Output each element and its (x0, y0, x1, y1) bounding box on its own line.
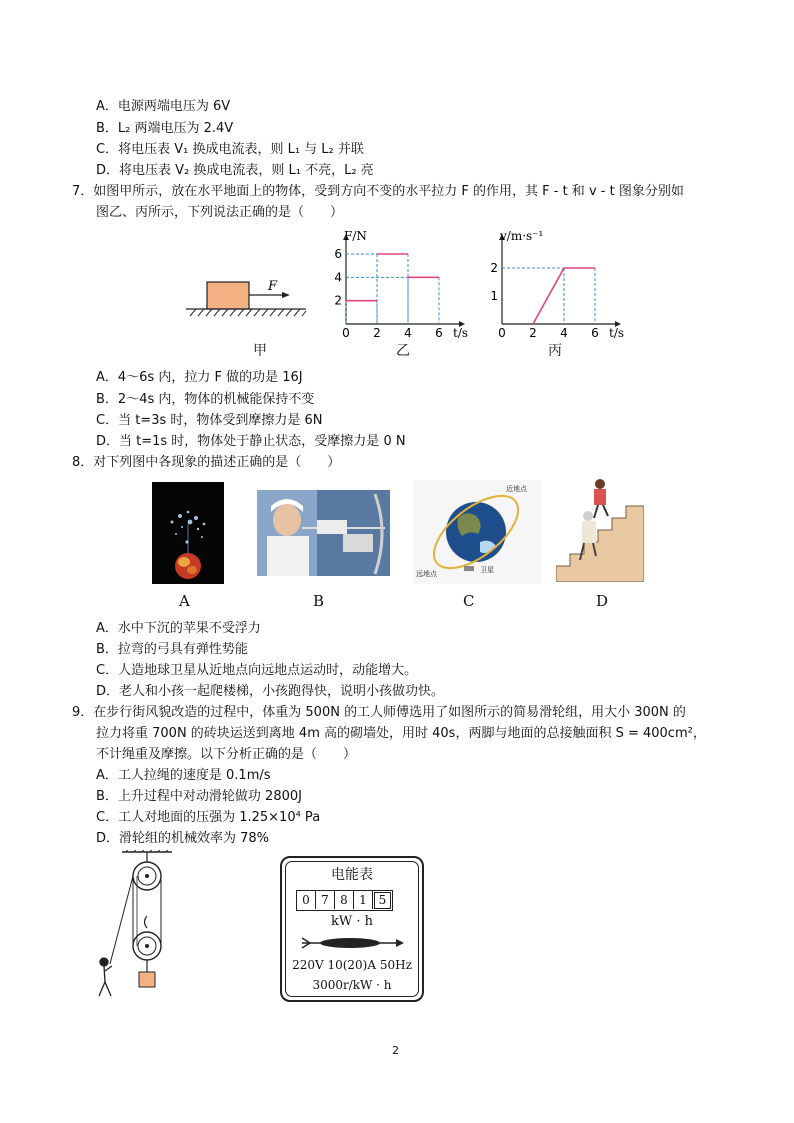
y-axis-label: F/N (344, 229, 367, 243)
meter-rotor-icon (300, 934, 406, 952)
fig-label-bing: 丙 (548, 343, 562, 359)
q6-option-b: B．L₂ 两端电压为 2.4V (96, 121, 234, 136)
force-label: F (268, 279, 278, 294)
archer-head (273, 504, 301, 536)
x-tick-label: 0 (342, 326, 350, 340)
svg-text:远地点: 远地点 (416, 570, 437, 578)
q6-option-c: C．将电压表 V₁ 换成电流表，则 L₁ 与 L₂ 并联 (96, 142, 364, 157)
meter-digit-decimal: 5 (374, 892, 391, 909)
x-tick-label: 6 (591, 326, 599, 340)
q9-option-a: A．工人拉绳的速度是 0.1m/s (96, 768, 271, 783)
q8-option-b: B．拉弯的弓具有弹性势能 (96, 642, 248, 657)
apple (175, 553, 201, 579)
q7-option-c: C．当 t=3s 时，物体受到摩擦力是 6N (96, 413, 323, 428)
q6-option-d: D．将电压表 V₂ 换成电流表，则 L₁ 不亮，L₂ 亮 (96, 163, 374, 178)
fig-label-yi: 乙 (396, 343, 410, 359)
q9-stem-line2: 拉力将重 700N 的砖块运送到离地 4m 高的砌墙处，用时 40s，两脚与地面的总接触面积 S = 400cm²， (96, 726, 706, 741)
satellite (464, 566, 474, 571)
brick-load (139, 972, 155, 987)
q9-option-b: B．上升过程中对动滑轮做功 2800J (96, 789, 302, 804)
y-axis-label: v/m·s⁻¹ (500, 229, 544, 243)
photo-stairs-climbing (556, 476, 644, 582)
meter-spec-constant: 3000r/kW · h (312, 978, 392, 992)
meter-unit: kW · h (330, 914, 373, 929)
q7-option-b: B．2～4s 内，物体的机械能保持不变 (96, 392, 315, 407)
x-tick-label: 4 (404, 326, 412, 340)
child-figure (594, 479, 608, 518)
q8-option-a: A．水中下沉的苹果不受浮力 (96, 621, 261, 636)
q9-stem-line1: 9．在步行街风貌改造的过程中，体重为 500N 的工人师傅选用了如图所示的简易滑轮组，用大小 300N 的 (72, 705, 686, 720)
vt-graph (486, 224, 646, 344)
q7-stem-line1: 7．如图甲所示，放在水平地面上的物体，受到方向不变的水平拉力 F 的作用，其 F - t 和 v - t 图象分别如 (72, 184, 684, 199)
q7-stem-line2: 图乙、丙所示，下列说法正确的是（ ） (96, 205, 344, 220)
x-tick-label: 0 (498, 326, 506, 340)
q6-option-a: A．电源两端电压为 6V (96, 99, 231, 114)
q9-stem-line3: 不计绳重及摩擦。以下分析正确的是（ ） (96, 747, 357, 762)
ft-graph (330, 224, 490, 344)
svg-text:近地点: 近地点 (506, 485, 527, 493)
block (207, 282, 249, 309)
y-tick-label: 2 (334, 293, 342, 308)
q8-stem: 8．对下列图中各现象的描述正确的是（ ） (72, 455, 341, 470)
photo-archer (257, 490, 390, 576)
pulley-system-diagram (92, 850, 182, 1000)
y-tick-label: 6 (334, 247, 342, 261)
meter-digit: 1 (354, 891, 373, 909)
x-tick-label: 2 (529, 326, 537, 340)
meter-digit: 8 (335, 891, 354, 909)
y-tick-label: 2 (490, 261, 498, 275)
photo-label-a: A (179, 592, 190, 610)
figure-block-on-ground (180, 270, 310, 330)
svg-text:卫星: 卫星 (480, 566, 494, 574)
meter-digits (296, 890, 393, 911)
q9-option-c: C．工人对地面的压强为 1.25×10⁴ Pa (96, 810, 321, 825)
data-segment (533, 268, 564, 324)
fig-label-jia: 甲 (253, 343, 267, 359)
x-axis-label: t/s (609, 326, 625, 340)
energy-meter (280, 856, 424, 1002)
photo-apple-in-water (152, 482, 224, 584)
q7-option-a: A．4～6s 内，拉力 F 做的功是 16J (96, 370, 303, 385)
meter-digit: 7 (316, 891, 335, 909)
ground-hatching (190, 309, 306, 316)
x-tick-label: 2 (373, 326, 381, 340)
q8-option-d: D．老人和小孩一起爬楼梯，小孩跑得快，说明小孩做功快。 (96, 684, 445, 699)
x-tick-label: 6 (435, 326, 443, 340)
x-axis-label: t/s (453, 326, 469, 340)
photo-label-d: D (596, 592, 609, 610)
q7-option-d: D．当 t=1s 时，物体处于静止状态，受摩擦力是 0 N (96, 434, 406, 449)
photo-label-b: B (313, 592, 325, 610)
q8-option-c: C．人造地球卫星从近地点向远地点运动时，动能增大。 (96, 663, 418, 678)
y-tick-label: 1 (490, 289, 498, 303)
page-number: 2 (392, 1044, 399, 1057)
photo-satellite-orbit (414, 480, 542, 584)
x-tick-label: 4 (560, 326, 568, 340)
q9-option-d: D．滑轮组的机械效率为 78% (96, 831, 270, 846)
photo-label-c: C (463, 592, 475, 610)
staircase (556, 506, 644, 582)
meter-title: 电能表 (331, 867, 373, 883)
y-tick-label: 4 (334, 270, 342, 285)
meter-spec-voltage: 220V 10(20)A 50Hz (292, 958, 412, 972)
meter-digit: 0 (297, 891, 316, 909)
